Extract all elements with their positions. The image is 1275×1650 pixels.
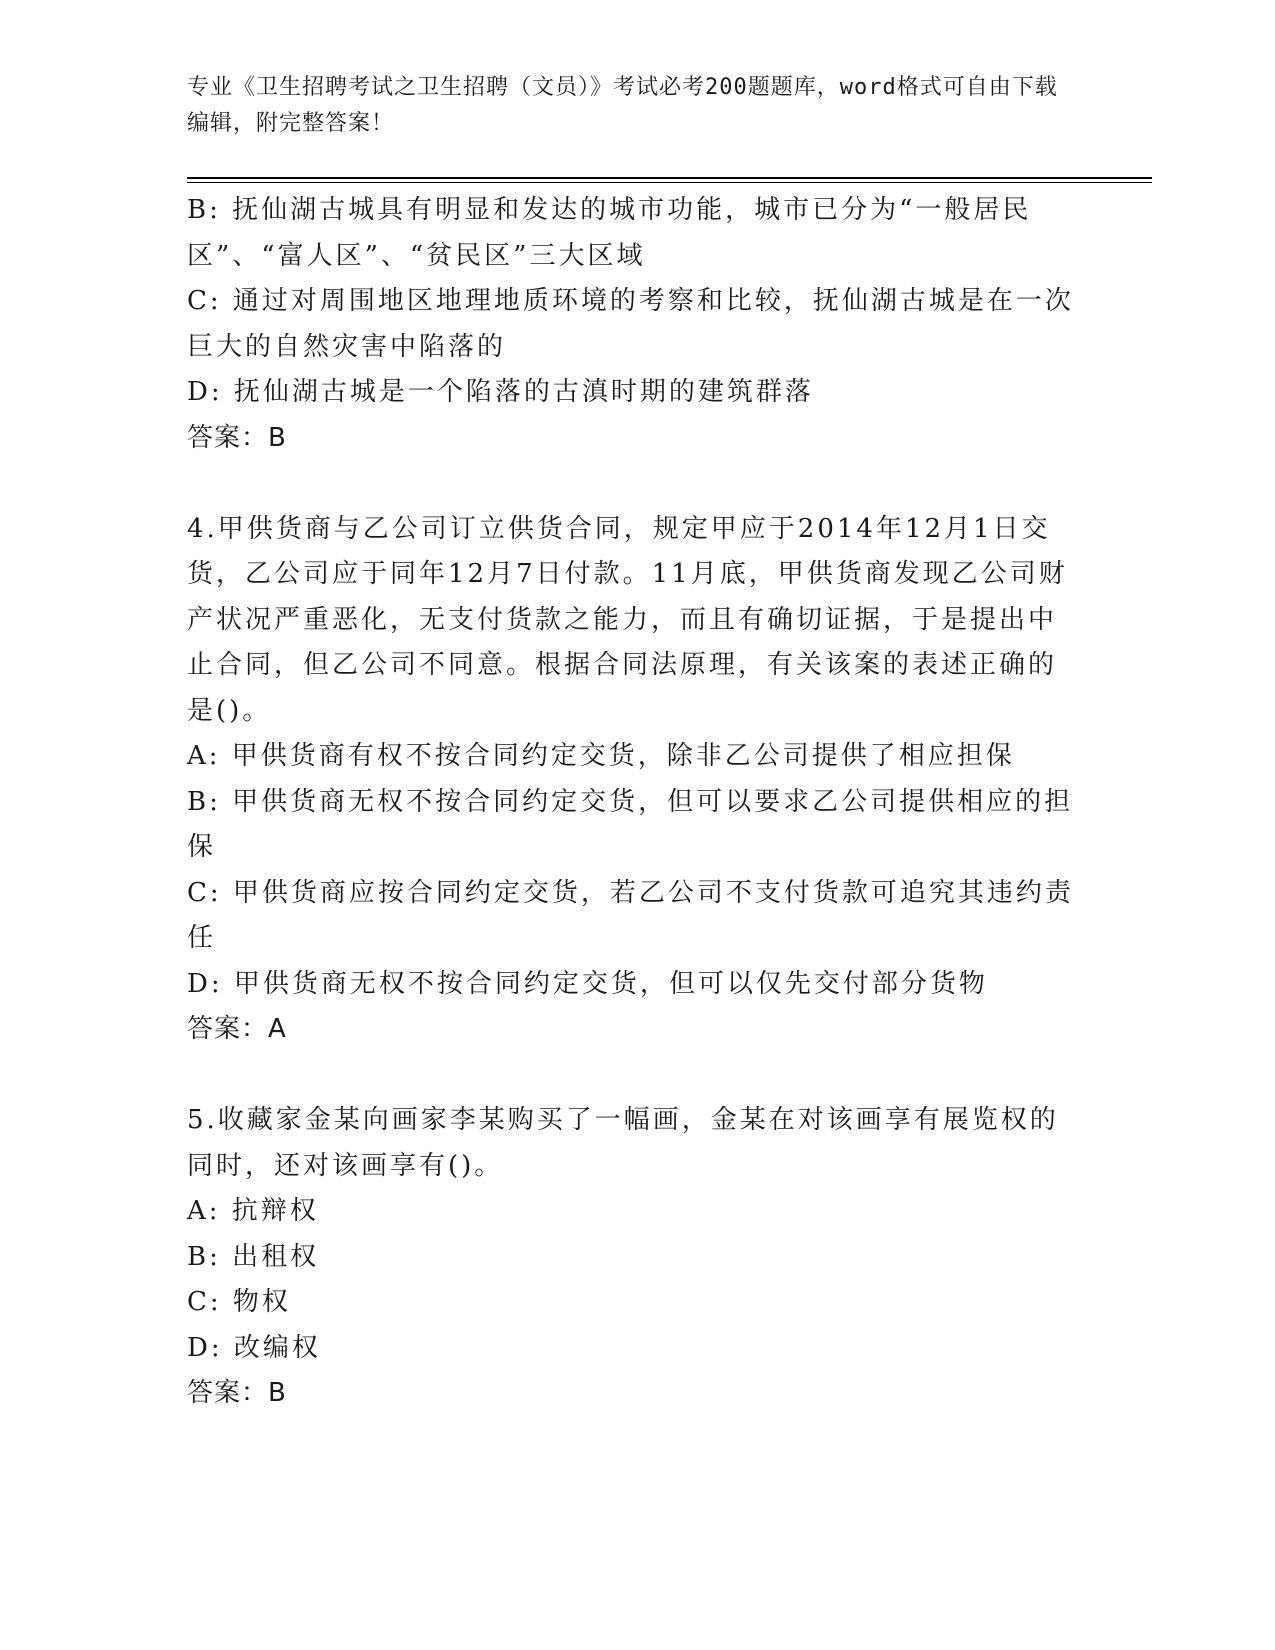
option-d: D: 抚仙湖古城是一个陷落的古滇时期的建筑群落 [187,377,814,407]
document-header: 专业《卫生招聘考试之卫生招聘（文员）》考试必考200题题库，word格式可自由下载编辑，附完整答案！ [187,75,1058,136]
answer: 答案：B [187,422,287,453]
option-b: B: 抚仙湖古城具有明显和发达的城市功能，城市已分为“一般居民区”、“富人区”、“贫民区”三大区域 [187,195,1032,271]
option-b: B: 出租权 [187,1241,320,1272]
question-stem: 5.收藏家金某向画家李某购买了一幅画，金某在对该画享有展览权的同时，还对该画享有()。 [187,1105,1059,1181]
option-c: C: 甲供货商应按合同约定交货，若乙公司不支付货款可追究其违约责任 [187,877,1074,953]
header-rule-thin [187,182,1152,183]
option-a: A: 甲供货商有权不按合同约定交货，除非乙公司提供了相应担保 [187,741,1015,771]
option-c: C: 通过对周围地区地理地质环境的考察和比较，抚仙湖古城是在一次巨大的自然灾害中陷落的 [187,286,1074,362]
option-b: B: 甲供货商无权不按合同约定交货，但可以要求乙公司提供相应的担保 [187,786,1074,862]
question-stem: 4.甲供货商与乙公司订立供货合同，规定甲应于2014年12月1日交货，乙公司应于同年12月7日付款。11月底，甲供货商发现乙公司财产状况严重恶化，无支付货款之能力，而且有确切证据，于是提出中止合同，但乙公司不同意。根据合同法原理，有关该案的表述正确的是()。 [187,513,1068,726]
option-d: D: 改编权 [187,1332,321,1363]
question-4 [187,507,1077,1053]
spacer [187,1053,1077,1099]
option-d: D: 甲供货商无权不按合同约定交货，但可以仅先交付部分货物 [187,968,988,999]
answer: 答案：B [187,1378,287,1408]
answer: 答案：A [187,1014,287,1044]
option-a: A: 抗辩权 [187,1196,319,1226]
header-rule-thick [187,177,1152,179]
question-3 [187,188,1077,461]
spacer [187,461,1077,507]
question-5 [187,1098,1077,1417]
document-body [187,188,1077,1417]
option-c: C: 物权 [187,1287,291,1317]
